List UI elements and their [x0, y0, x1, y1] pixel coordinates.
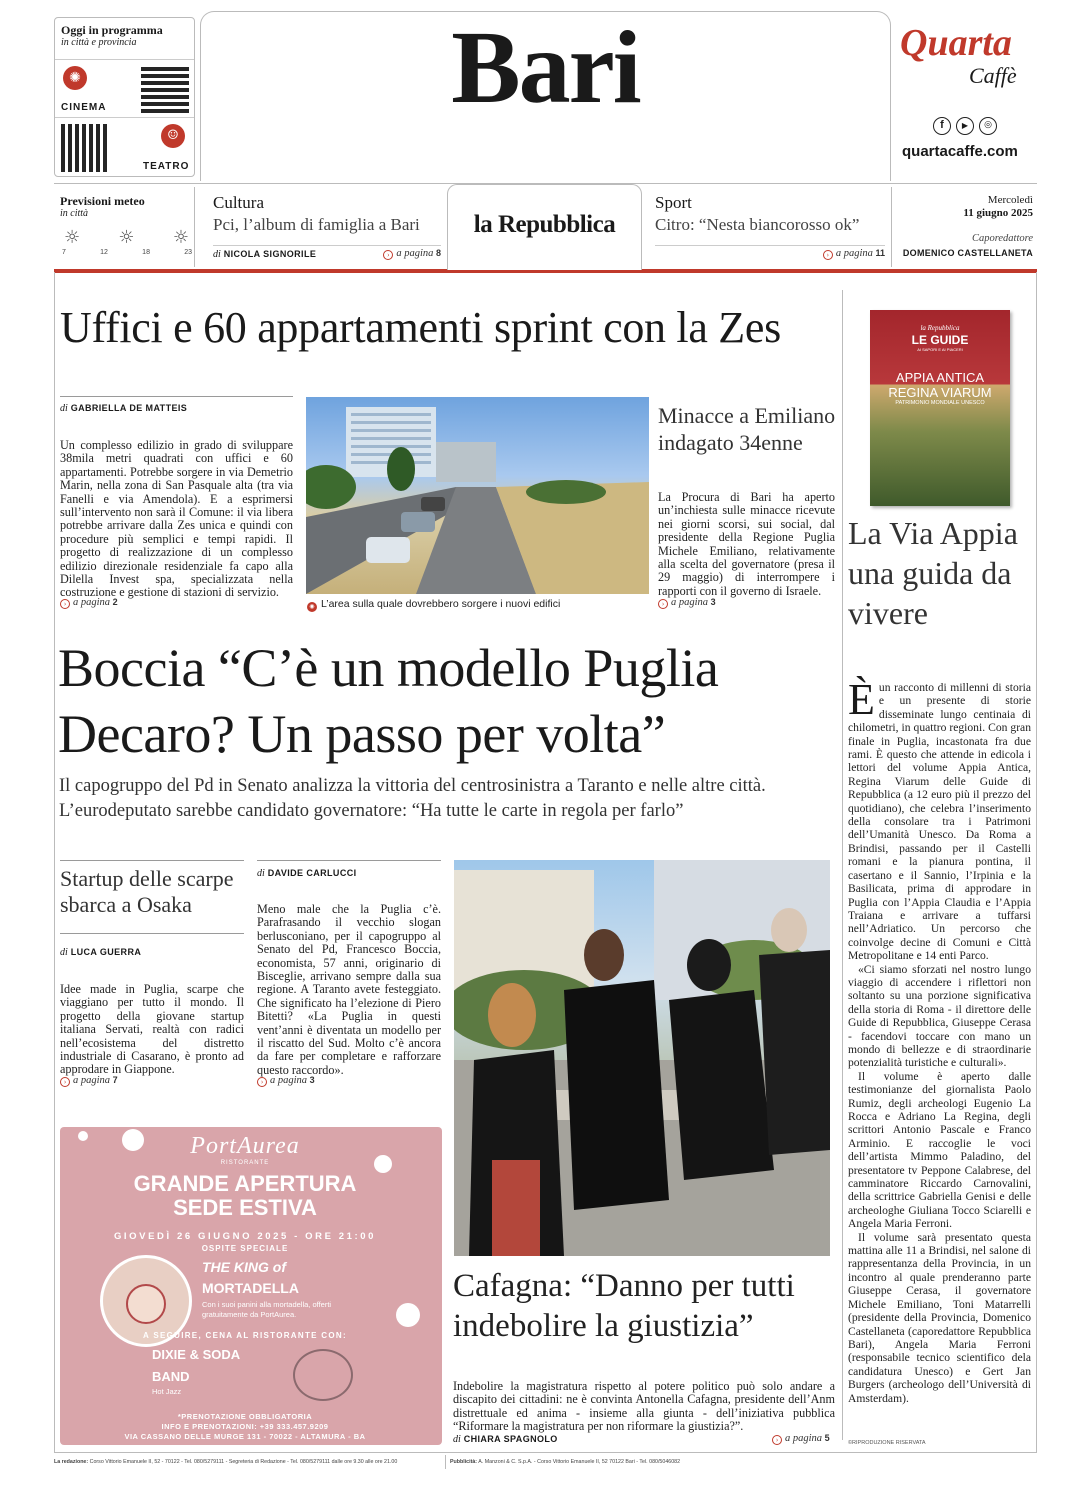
- arrow-icon: ›: [823, 250, 833, 260]
- sport-headline: Citro: “Nesta biancorosso ok”: [655, 215, 860, 234]
- boccia-subhead: Il capogruppo del Pd in Senato analizza la vittoria del centrosinistra a Taranto e nelle altre città. L’eurodeputato sarebbe candidato governatore: “Ha tutte le carte in regola per farlo”: [59, 776, 766, 821]
- programma-subtitle: in città e provincia: [61, 37, 137, 48]
- book-brand: la Repubblica: [920, 324, 960, 332]
- cafagna-by: di: [453, 1434, 461, 1445]
- arrow-icon: ›: [60, 599, 70, 609]
- cultura-headline: Pci, l’album di famiglia a Bari: [213, 215, 420, 234]
- ad-band-1: DIXIE & SODA: [152, 1347, 241, 1362]
- startup-author: LUCA GUERRA: [70, 947, 142, 957]
- boccia-headline: [58, 635, 838, 767]
- cafagna-headline: Cafagna: “Danno per tutti indebolire la giustizia”: [453, 1268, 795, 1344]
- book-title-2: REGINA VIARUM: [888, 385, 992, 400]
- ad-guest-desc: Con i suoi panini alla mortadella, offerti gratuitamente da PortAurea.: [202, 1300, 332, 1319]
- arrow-icon: ›: [60, 1077, 70, 1087]
- ad-guest-label: OSPITE SPECIALE: [201, 1244, 289, 1253]
- cultura-section: Cultura: [213, 193, 264, 212]
- cinema-icon: ✺: [63, 66, 87, 90]
- teatro-qr-code[interactable]: [61, 124, 109, 172]
- ad-address: VIA CASSANO DELLE MURGE 131 - 70022 - ALTAMURA - BA: [124, 1432, 366, 1441]
- minacce-body: La Procura di Bari ha aperto un’inchiesta sulle minacce ricevute nei giorni scorsi, sui social, dal presidente della Regione Puglia Michele Emiliano, relativamente alla scelta del governatore (presa il 29 maggio) di interrompere i rapporti con il governo di Israele.: [658, 490, 835, 598]
- sun-icon: ☼: [64, 227, 81, 248]
- sport-teaser[interactable]: [647, 187, 887, 267]
- main-page: 2: [112, 597, 118, 607]
- ad-guest-2: MORTADELLA: [202, 1280, 299, 1296]
- meteo-temp: 12: [100, 249, 108, 256]
- sport-page-label: a pagina: [835, 248, 873, 259]
- footer-redazione: [54, 1459, 439, 1465]
- cafagna-author: CHIARA SPAGNOLO: [463, 1434, 558, 1444]
- camera-icon: ◉: [307, 602, 317, 612]
- footer-pubblicita-label: Pubblicità:: [450, 1459, 478, 1465]
- date-day: Mercoledì: [987, 194, 1033, 206]
- ad-brand-sub: RISTORANTE: [220, 1160, 270, 1166]
- meteo-temp: 23: [184, 249, 192, 256]
- teatro-icon: ☺: [161, 124, 185, 148]
- ad-booking-2: INFO E PRENOTAZIONI: +39 333.457.9209: [161, 1422, 329, 1431]
- appia-body-1: un racconto di millenni di storia e un presente di storie disseminate lungo centinaia di chilometri, in quattro regioni. Con gran finale in Puglia, incastonata fra due rami. È questo che attende in edicola i lettori del volume Appia Antica, Regina Viarum delle Guide di Repubblica (a 12 euro più il prezzo del quotidiano), che celebra l’inserimento della consolare tra i Patrimoni dell’Umanità Unesco. Da Roma a Brindisi, passando per il Castelli romani e la pianura pontina, il casertano e il Sannio, l’Irpinia e la Basilicata, prima di approdare in Puglia con l’Appia Claudia e l’Appia Traiana e arrivare a tuffarsi nell’Adriatico. Un percorso che coinvolge decine di Comuni e Città Metropolitane e 14 enti Parco.: [848, 681, 1031, 963]
- newspaper-tab: [447, 184, 642, 270]
- ad-band-genre: Hot Jazz: [152, 1387, 182, 1396]
- facebook-icon[interactable]: f: [933, 117, 951, 135]
- ad-guest-1: THE KING of: [202, 1259, 286, 1275]
- main-headline: Uffici e 60 appartamenti sprint con la Zes: [60, 303, 781, 352]
- appia-copyright: ©RIPRODUZIONE RISERVATA: [848, 1440, 926, 1446]
- footer-redazione-text: Corso Vittorio Emanuele II, 52 - 70122 - Tel. 080/5279111 - Segreteria di Redazione - Tel. 080/5279111 dalle ore 9.30 alle ore 21.00: [89, 1459, 398, 1465]
- footer-redazione-label: La redazione:: [54, 1459, 89, 1465]
- appia-guide-cover[interactable]: [870, 310, 1010, 506]
- boccia-by: di: [257, 868, 265, 879]
- book-series: LE GUIDE: [911, 333, 969, 347]
- newspaper-name: la Repubblica: [473, 211, 616, 238]
- cinema-qr-code[interactable]: [141, 65, 189, 113]
- appia-body-2: «Ci siamo sforzati nel nostro lungo viaggio di accendere i riflettori non soltanto su una porzione significativa della storia di Roma - il direttore delle Guide di Repubblica, Giuseppe Cerasa - facendovi toccare con mano un mondo di bellezze e di straordinarie potenzialità turistiche e culturali».: [848, 962, 1031, 1070]
- startup-by: di: [60, 947, 68, 958]
- appia-dropcap: È: [848, 675, 875, 724]
- date-editor: DOMENICO CASTELLANETA: [902, 248, 1033, 258]
- ad-booking-1: *PRENOTAZIONE OBBLIGATORIA: [177, 1412, 313, 1421]
- cultura-page-label: a pagina: [396, 248, 434, 259]
- cafagna-page: 5: [824, 1433, 830, 1443]
- minacce-headline: Minacce a Emiliano indagato 34enne: [658, 403, 836, 455]
- book-title-3: PATRIMONIO MONDIALE UNESCO: [895, 400, 985, 406]
- main-photo-caption: L’area sulla quale dovrebbero sorgere i nuovi edifici: [321, 598, 561, 610]
- portaurea-ad[interactable]: [60, 1127, 442, 1445]
- meteo-temp: 7: [62, 249, 66, 256]
- boccia-page-label: a pagina: [270, 1075, 308, 1086]
- main-author: GABRIELLA DE MATTEIS: [70, 403, 188, 413]
- masthead-city: Bari: [451, 10, 640, 125]
- cultura-teaser[interactable]: [205, 187, 443, 267]
- cafagna-body: Indebolire la magistratura rispetto al potere politico può solo andare a discapito dei cittadini: ne è convinta Antonella Cafagna, presidente dell’Anm distrettuale ed anima - insieme alla giunta - dell’iniziativa pubblica “Riformare la magistratura per non riformare la giustizia?”.: [453, 1379, 835, 1434]
- meteo-title: Previsioni meteo: [60, 194, 145, 208]
- teatro-label: TEATRO: [143, 161, 190, 172]
- appia-body-4: Il volume sarà presentato questa mattina alle 11 a Brindisi, nel salone di rappresentanza della Provincia, in un incontro al quale prenderanno parte Giuseppe Cerasa, il governatore Michele Emiliano, Toni Matarrelli (presidente della Provincia, Domenico Castellaneta (caporedattore Repubblica Bari), Angela Maria Ferroni (responsabile tecnico scientifico dela candidatura Unesco) e Gert Jan Burgers (archeologo dell’Università di Amsterdam).: [848, 1230, 1031, 1405]
- appia-body-3: Il volume è aperto dalle testimonianze del giornalista Paolo Rumiz, degli archeologi Eugenio La Rocca e Adriano La Regina, degli scrittori Antonio Pascale e Franco Arminio. E raccoglie le voci dell’artista Mimmo Paladino, del presentatore tv Peppone Calabrese, del camminatore Riccardo Carnovalini, della scrittrice Gabriella Genisi e delle archeologhe Giuliana Tocco Sciarelli e Angela Maria Ferroni.: [848, 1069, 1031, 1231]
- boccia-page: 3: [309, 1075, 315, 1085]
- date-box: [891, 187, 1037, 267]
- main-page-label: a pagina: [73, 597, 111, 608]
- cinema-label: CINEMA: [61, 102, 107, 113]
- minacce-page-label: a pagina: [671, 597, 709, 608]
- boccia-author: DAVIDE CARLUCCI: [267, 868, 357, 878]
- ad-title-1: GRANDE APERTURA: [133, 1171, 357, 1196]
- programma-box: [54, 17, 195, 177]
- startup-body: Idee made in Puglia, scarpe che viaggiano per tutto il mondo. Il progetto della giovane startup italiana Servati, realtà con radici nell’ecosistema del distretto industriale di Casarano, è pronto ad approdare in Giappone.: [60, 982, 244, 1077]
- main-by: di: [60, 403, 68, 414]
- startup-page: 7: [112, 1075, 118, 1085]
- cultura-by: di: [213, 249, 221, 260]
- sun-icon: ☼: [118, 227, 135, 248]
- ad-brand: PortAurea: [190, 1133, 300, 1159]
- boccia-headline-line1: Boccia “C’è un modello Puglia: [58, 638, 719, 698]
- magistrates-photo: [454, 860, 830, 1256]
- youtube-icon[interactable]: ▶: [956, 117, 974, 135]
- sponsor-sub: Caffè: [969, 63, 1017, 88]
- sun-icon: ☼: [172, 227, 189, 248]
- cafagna-page-label: a pagina: [785, 1433, 823, 1444]
- date-role: Caporedattore: [971, 233, 1033, 244]
- meteo-subtitle: in città: [60, 208, 89, 219]
- arrow-icon: ›: [383, 250, 393, 260]
- meteo-temp: 18: [142, 249, 150, 256]
- dixie-soda-logo: [293, 1349, 353, 1401]
- date-date: 11 giugno 2025: [963, 207, 1033, 219]
- arrow-icon: ›: [658, 599, 668, 609]
- minacce-page: 3: [710, 597, 716, 607]
- ad-followup: A SEGUIRE, CENA AL RISTORANTE CON:: [143, 1331, 347, 1340]
- ad-title-2: SEDE ESTIVA: [173, 1195, 317, 1220]
- appia-headline: La Via Appia una guida da vivere: [848, 515, 1018, 631]
- main-body: Un complesso edilizio in grado di sviluppare 38mila metri quadrati con uffici e 60 appartamenti. Potrebbe sorgere in via Demetrio Marin, nella zona di San Pasquale alta (tra via Fanelli e via Amendola). E a esprimersi sull’intervento non sarà il Comune: il via libera potrebbe arrivare dalla Zes unica e quindi con procedure più semplici e tempi rapidi. Il progetto di realizzazione di un complesso edilizio direzionale residenziale fa capo alla Dilella Invest spa, specializzata nella costruzione e gestione di stazioni di servizio.: [60, 438, 293, 600]
- sponsor-url[interactable]: quartacaffe.com: [902, 143, 1018, 160]
- instagram-icon[interactable]: ◎: [979, 117, 997, 135]
- startup-headline: Startup delle scarpe sbarca a Osaka: [60, 866, 234, 917]
- cultura-author: NICOLA SIGNORILE: [223, 249, 317, 259]
- ad-date: GIOVEDÌ 26 GIUGNO 2025 - ORE 21:00: [113, 1231, 377, 1242]
- boccia-headline-line2: Decaro? Un passo per volta”: [58, 704, 666, 764]
- boccia-body: Meno male che la Puglia c’è. Parafrasando il vecchio slogan berlusconiano, per il capogruppo al Senato del Pd, Francesco Boccia, economista, 57 anni, originario di Bisceglie, arrivano sempre dalla sua regione. A Taranto avete festeggiato. Che significato ha l’elezione di Piero Bitetti? «La Puglia in questi vent’anni è diventata un modello per il riscatto del Sud. Molto c’è ancora da fare per completare e rafforzare questo raccordo».: [257, 902, 441, 1077]
- footer-pubblicita: [450, 1459, 890, 1465]
- zes-area-photo: [306, 397, 649, 594]
- meteo-box: [54, 187, 195, 267]
- sponsor-box: [897, 17, 1037, 177]
- arrow-icon: ›: [257, 1077, 267, 1087]
- book-series-sub: AI SAPORI E AI PIACERI: [917, 347, 963, 352]
- sport-section: Sport: [655, 193, 692, 212]
- arrow-icon: ›: [772, 1435, 782, 1445]
- cultura-page: 8: [435, 248, 441, 258]
- programma-title: Oggi in programma: [61, 23, 163, 37]
- book-title-1: APPIA ANTICA: [895, 370, 985, 385]
- sponsor-logo: Quarta: [900, 22, 1012, 64]
- sport-page: 11: [875, 248, 885, 258]
- footer-pubblicita-text: A. Manzoni & C. S.p.A. - Corso Vittorio Emanuele II, 52 70122 Bari - Tel. 080/5046082: [478, 1459, 681, 1465]
- startup-page-label: a pagina: [73, 1075, 111, 1086]
- ad-band-2: BAND: [152, 1369, 190, 1384]
- appia-article: [848, 675, 1031, 1405]
